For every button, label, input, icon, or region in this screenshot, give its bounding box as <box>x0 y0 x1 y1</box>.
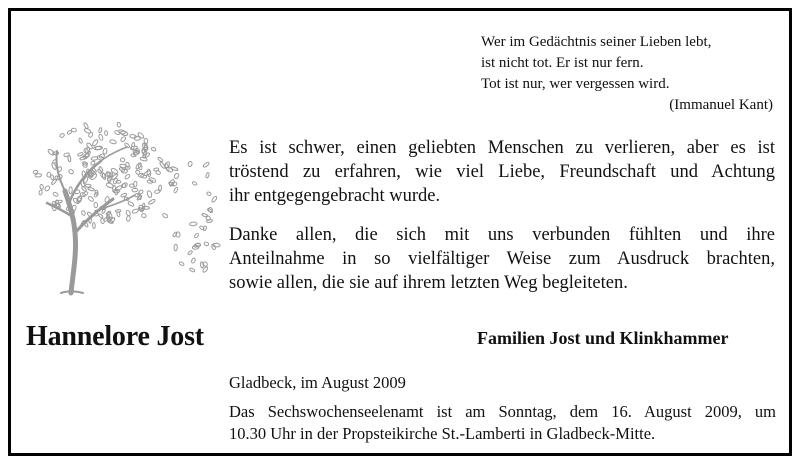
leaf <box>33 170 38 174</box>
leaf <box>213 243 221 247</box>
leaf <box>116 212 120 217</box>
memorial-quote <box>481 32 781 116</box>
leaf <box>205 172 209 178</box>
text-line: Es ist schwer, einen geliebten Menschen zu verlieren, aber es ist <box>229 138 775 158</box>
leaf <box>87 196 94 202</box>
leaf <box>151 147 157 152</box>
leaf <box>204 241 210 246</box>
leaf <box>138 189 144 194</box>
place-date: Gladbeck, im August 2009 <box>229 373 406 392</box>
leaf <box>206 191 211 196</box>
leaf <box>203 226 207 231</box>
leaf <box>203 161 210 167</box>
leaf <box>110 167 118 174</box>
quote-line: ist nicht tot. Er ist nur fern. <box>481 55 644 71</box>
leaf <box>53 192 59 197</box>
leaf <box>71 128 76 132</box>
leaf <box>92 139 99 147</box>
quote-line: Wer im Gedächtnis seiner Lieben lebt, <box>481 34 712 50</box>
leaf <box>188 161 193 167</box>
mass-notice <box>229 401 776 445</box>
leaf <box>81 180 86 187</box>
leaf <box>104 131 108 136</box>
quote-author: (Immanuel Kant) <box>669 97 773 113</box>
leaf <box>47 172 51 177</box>
leaf <box>194 233 199 239</box>
leaf <box>47 148 55 156</box>
leaf <box>103 148 108 154</box>
leaf <box>189 222 197 226</box>
text-line: Anteilnahme in so vielfältiger Weise zum Ausdruck brachten, <box>229 249 775 269</box>
text-line: tröstend zu erfahren, wie viel Liebe, Freundschaft und Achtung <box>229 162 775 182</box>
text-line: 10.30 Uhr in der Propsteikirche St.-Lamberti in Gladbeck-Mitte. <box>229 424 656 443</box>
leaf <box>135 169 141 175</box>
leaf <box>179 261 185 266</box>
leaf <box>94 213 99 217</box>
leaf <box>78 138 83 144</box>
deceased-name: Hannelore Jost <box>26 321 204 352</box>
text-line: ihr entgegengebracht wurde. <box>229 186 441 206</box>
leaf <box>44 185 50 192</box>
text-line: sowie allen, die sie auf ihrem letzten Weg begleiteten. <box>229 273 628 293</box>
leaf <box>192 181 197 186</box>
leaf <box>126 216 130 222</box>
leaf <box>132 208 139 214</box>
leaf <box>157 157 163 163</box>
leaf <box>88 187 95 191</box>
text-line: Das Sechswochenseelenamt ist am Sonntag, dem 16. August 2009, um <box>229 402 776 421</box>
family-signature: Familien Jost und Klinkhammer <box>477 328 729 348</box>
leaf <box>202 213 209 217</box>
leaf <box>109 139 116 144</box>
leaf <box>85 184 91 187</box>
leaf <box>90 173 98 181</box>
leaf <box>147 190 153 198</box>
leaf <box>148 199 156 205</box>
leaf <box>174 173 180 179</box>
leaf <box>120 158 124 162</box>
leaf <box>63 152 69 157</box>
leaf <box>171 182 177 186</box>
leaf <box>191 258 196 264</box>
leaf <box>174 244 178 251</box>
leaf <box>81 210 86 216</box>
leaf <box>115 185 123 192</box>
gratitude-paragraph-2 <box>229 223 775 295</box>
leaf <box>39 190 43 195</box>
obituary-notice <box>8 8 792 456</box>
leaf <box>117 122 121 127</box>
leaf <box>173 187 178 193</box>
leaf <box>162 213 169 219</box>
leaf <box>211 196 217 203</box>
leaf <box>87 211 93 218</box>
leaf <box>59 133 65 138</box>
leaf <box>132 188 138 192</box>
leaf <box>98 213 103 218</box>
leaf <box>187 250 192 255</box>
windblown-tree-icon <box>25 103 225 303</box>
leaf <box>92 223 95 229</box>
leaf <box>68 155 72 162</box>
leaf <box>40 184 44 189</box>
leaf <box>69 187 73 194</box>
gratitude-paragraph-1 <box>229 136 775 208</box>
leaf <box>98 127 102 133</box>
tree-leaves <box>33 122 220 273</box>
leaf <box>153 168 159 172</box>
leaf <box>154 189 161 194</box>
quote-line: Tot ist nur, wer vergessen wird. <box>481 76 670 92</box>
leaf <box>72 197 80 204</box>
leaf <box>97 169 102 174</box>
leaf <box>124 174 130 180</box>
leaf <box>127 201 134 207</box>
leaf <box>141 213 146 218</box>
leaf <box>68 169 74 175</box>
leaf <box>98 134 103 141</box>
leaf <box>137 132 145 139</box>
text-line: Danke allen, die sich mit uns verbunden fühlten und ihre <box>229 225 775 245</box>
leaf <box>120 136 126 142</box>
leaf <box>94 202 98 207</box>
leaf <box>189 268 195 273</box>
